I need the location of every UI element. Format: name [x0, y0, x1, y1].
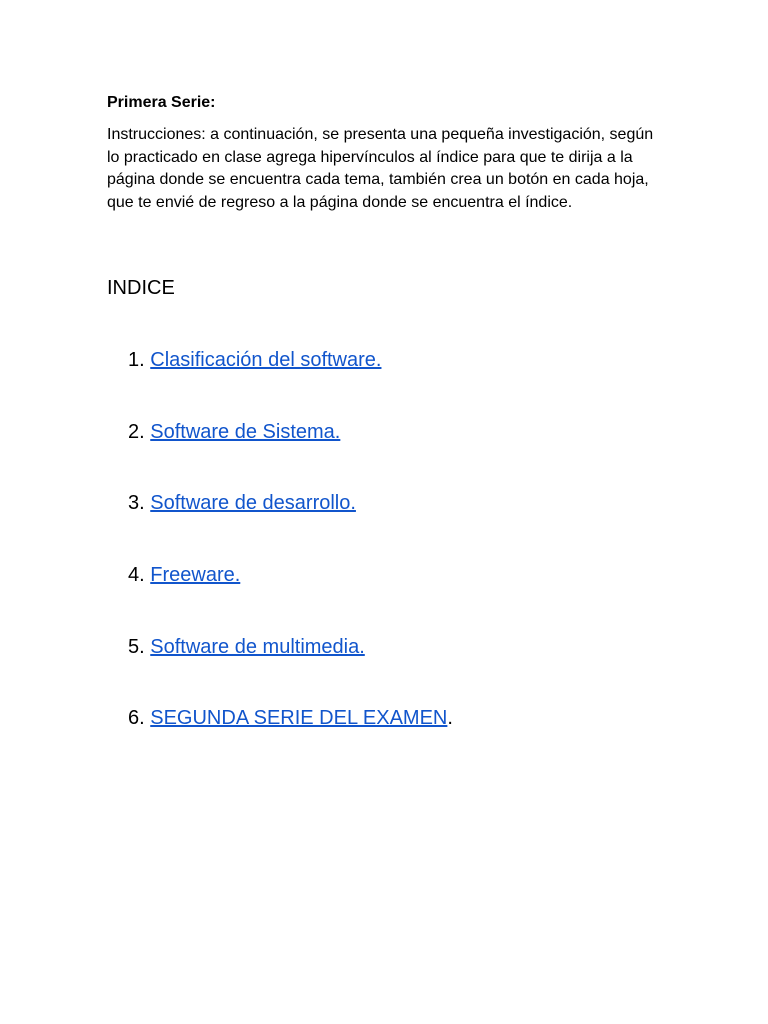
index-item-1: [128, 348, 381, 372]
index-item-number: 4.: [128, 564, 145, 586]
index-item-number: 5.: [128, 636, 145, 658]
index-link-clasificacion[interactable]: Clasificación del software.: [150, 349, 382, 371]
index-item-6: [128, 706, 453, 730]
index-item-trailing: .: [447, 707, 453, 729]
index-link-freeware[interactable]: Freeware.: [150, 564, 241, 586]
index-item-number: 6.: [128, 707, 145, 729]
index-item-number: 1.: [128, 349, 145, 371]
index-item-2: [128, 420, 340, 444]
section-title: Primera Serie:: [107, 94, 216, 111]
index-link-segunda-serie[interactable]: SEGUNDA SERIE DEL EXAMEN: [150, 707, 448, 729]
index-item-5: [128, 635, 365, 659]
index-heading: INDICE: [107, 277, 175, 299]
index-item-4: [128, 563, 240, 587]
instructions-paragraph: Instrucciones: a continuación, se presenta una pequeña investigación, según lo practicado en clase agrega hipervínculos al índice para que te dirija a la página donde se encuentra cada tema, también crea un botón en cada hoja, que te envié de regreso a la página donde se encuentra el índice.: [107, 126, 654, 211]
index-link-software-sistema[interactable]: Software de Sistema.: [150, 421, 341, 443]
index-item-number: 2.: [128, 421, 145, 443]
index-link-software-desarrollo[interactable]: Software de desarrollo.: [150, 492, 356, 514]
index-item-number: 3.: [128, 492, 145, 514]
index-item-3: [128, 491, 356, 515]
index-link-software-multimedia[interactable]: Software de multimedia.: [150, 636, 365, 658]
